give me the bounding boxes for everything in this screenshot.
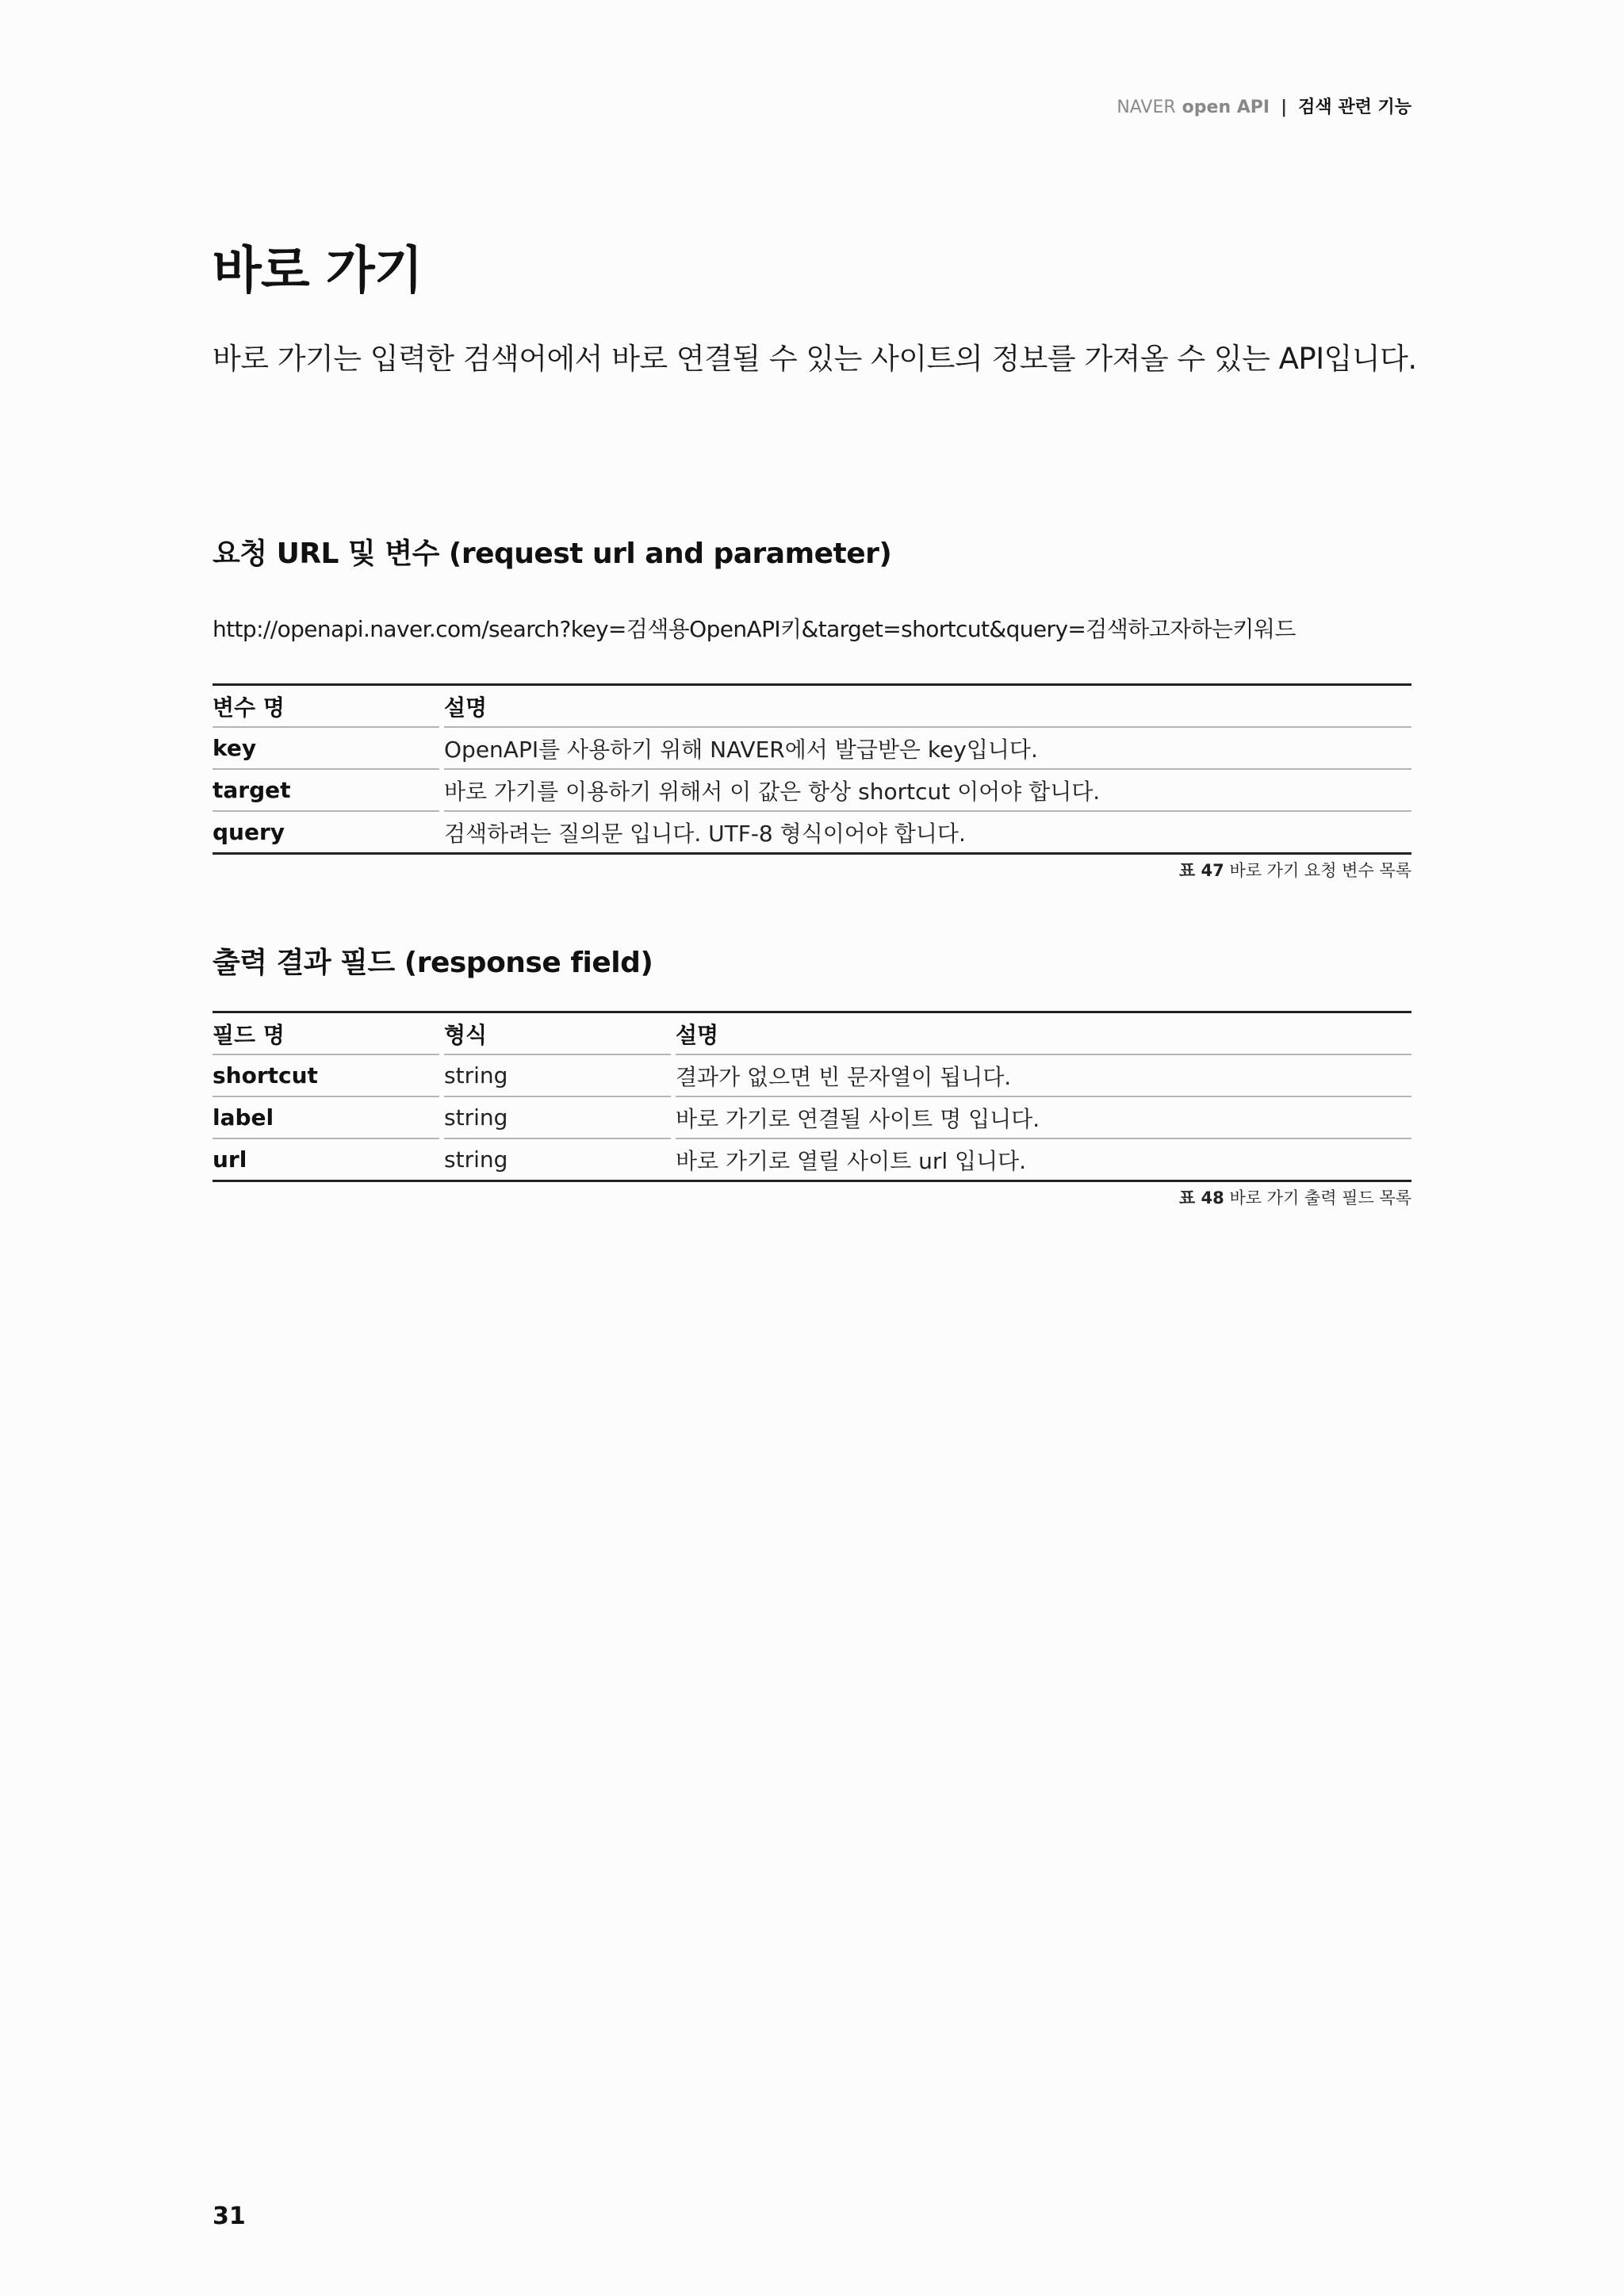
- field-type: string: [444, 1139, 671, 1182]
- table-header-row: [213, 1011, 1411, 1055]
- table-row: [213, 770, 1411, 812]
- header-section: 검색 관련 기능: [1298, 98, 1411, 117]
- page-number: 31: [213, 2202, 246, 2230]
- field-name: label: [213, 1097, 439, 1139]
- request-table-caption: [1179, 858, 1411, 882]
- running-header: [1116, 94, 1411, 118]
- param-description: OpenAPI를 사용하기 위해 NAVER에서 발급받은 key입니다.: [444, 728, 1411, 770]
- table-row: [213, 1139, 1411, 1182]
- caption-text: 바로 가기 출력 필드 목록: [1229, 1188, 1411, 1207]
- response-table-caption: [1179, 1185, 1411, 1209]
- table-row: [213, 728, 1411, 770]
- column-header: 설명: [676, 1011, 1411, 1055]
- column-header: 변수 명: [213, 683, 439, 728]
- param-description: 바로 가기를 이용하기 위해서 이 값은 항상 shortcut 이어야 합니다.: [444, 770, 1411, 812]
- request-parameter-table: [213, 683, 1411, 855]
- header-brand-naver: NAVER: [1116, 98, 1176, 117]
- caption-label: 표 48: [1178, 1188, 1224, 1207]
- response-heading: 출력 결과 필드 (response field): [213, 947, 653, 979]
- field-name: shortcut: [213, 1055, 439, 1097]
- field-type: string: [444, 1097, 671, 1139]
- param-name: target: [213, 770, 439, 812]
- table-row: [213, 812, 1411, 855]
- field-name: url: [213, 1139, 439, 1182]
- table-header-row: [213, 683, 1411, 728]
- response-field-table: [213, 1011, 1411, 1182]
- param-name: query: [213, 812, 439, 855]
- field-type: string: [444, 1055, 671, 1097]
- caption-label: 표 47: [1178, 861, 1224, 880]
- column-header: 필드 명: [213, 1011, 439, 1055]
- param-name: key: [213, 728, 439, 770]
- header-separator: |: [1281, 98, 1288, 117]
- field-description: 결과가 없으면 빈 문자열이 됩니다.: [676, 1055, 1411, 1097]
- caption-text: 바로 가기 요청 변수 목록: [1229, 861, 1411, 880]
- header-brand-api: open API: [1182, 98, 1270, 117]
- table-row: [213, 1055, 1411, 1097]
- intro-paragraph: 바로 가기는 입력한 검색어에서 바로 연결될 수 있는 사이트의 정보를 가져올 수 있는 API입니다.: [213, 342, 1417, 376]
- param-description: 검색하려는 질의문 입니다. UTF-8 형식이어야 합니다.: [444, 812, 1411, 855]
- page-title: 바로 가기: [213, 242, 423, 300]
- request-url: http://openapi.naver.com/search?key=검색용OpenAPI키&target=shortcut&query=검색하고자하는키워드: [213, 616, 1296, 642]
- column-header: 형식: [444, 1011, 671, 1055]
- field-description: 바로 가기로 열릴 사이트 url 입니다.: [676, 1139, 1411, 1182]
- table-row: [213, 1097, 1411, 1139]
- request-heading: 요청 URL 및 변수 (request url and parameter): [213, 538, 892, 570]
- field-description: 바로 가기로 연결될 사이트 명 입니다.: [676, 1097, 1411, 1139]
- column-header: 설명: [444, 683, 1411, 728]
